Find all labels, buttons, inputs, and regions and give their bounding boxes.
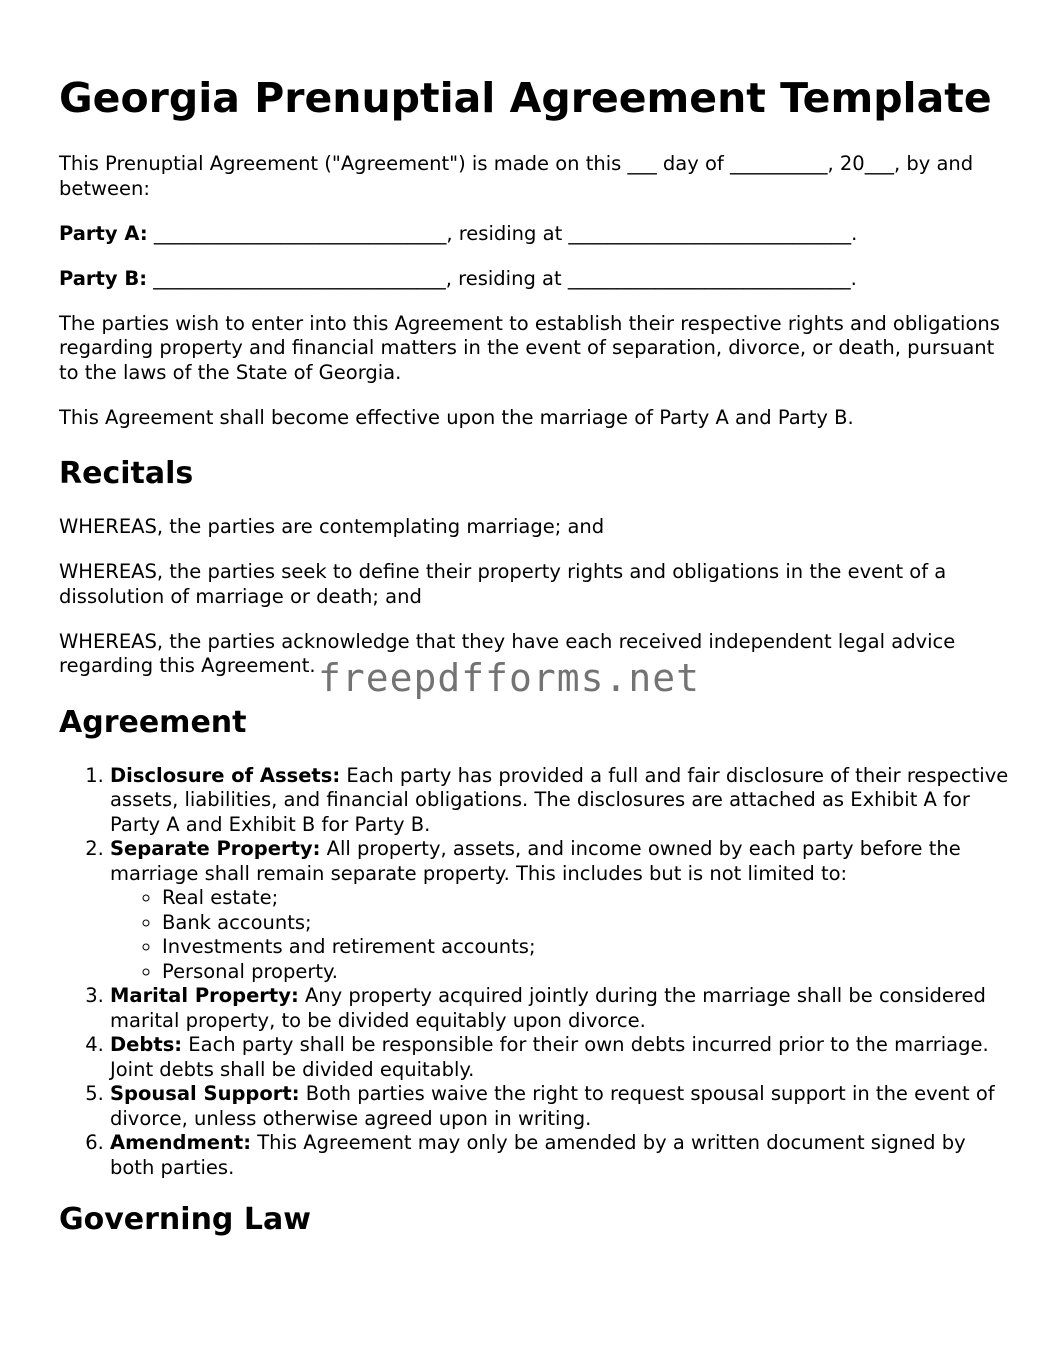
- agreement-item: [110, 1033, 1009, 1082]
- document-page: [59, 74, 1009, 1261]
- party-b-text: ______________________________, residing at _____________________________.: [147, 266, 857, 290]
- agreement-item-text: Each party shall be responsible for their own debts incurred prior to the marriage. Joint debts shall be divided equitably.: [110, 1033, 989, 1081]
- sublist-item: ◦ Investments and retirement accounts;: [162, 935, 1009, 960]
- purpose-paragraph: The parties wish to enter into this Agreement to establish their respective rights and obligations regarding property and financial matters in the event of separation, divorce, or death, pursuant to the laws of the State of Georgia.: [59, 311, 1000, 384]
- agreement-item: [110, 837, 1009, 984]
- agreement-item-text: Each party has provided a full and fair disclosure of their respective assets, liabilities, and financial obligations. The disclosures are attached as Exhibit A for Party A and Exhibit B for Party B.: [110, 763, 1009, 836]
- party-a-text: ______________________________, residing at _____________________________.: [147, 221, 858, 245]
- agreement-list: [59, 764, 1009, 1181]
- sublist-item: ◦ Personal property.: [162, 960, 1009, 985]
- agreement-item-label: Spousal Support:: [110, 1082, 300, 1105]
- governing-law-heading: Governing Law: [59, 1202, 311, 1237]
- separate-property-sublist: [110, 886, 1009, 984]
- party-b-label: Party B:: [59, 266, 148, 290]
- agreement-item-label: Debts:: [110, 1033, 183, 1056]
- agreement-item: [110, 984, 1009, 1033]
- agreement-item-text: Any property acquired jointly during the marriage shall be considered marital property, to be divided equitably upon divorce.: [110, 984, 986, 1032]
- party-a-line: [59, 222, 1009, 247]
- recital-item: WHEREAS, the parties acknowledge that they have each received independent legal advice regarding this Agreement.: [59, 629, 956, 677]
- agreement-item: [110, 764, 1009, 838]
- agreement-item-label: Separate Property:: [110, 837, 321, 860]
- agreement-item-text: This Agreement may only be amended by a written document signed by both parties.: [110, 1131, 966, 1179]
- watermark: freepdfforms.net: [318, 656, 701, 700]
- party-b-line: [59, 267, 1009, 292]
- agreement-item-label: Disclosure of Assets:: [110, 763, 341, 787]
- agreement-item-label: Marital Property:: [110, 984, 299, 1007]
- agreement-heading: Agreement: [59, 704, 247, 740]
- intro-paragraph: This Prenuptial Agreement ("Agreement") is made on this ___ day of __________, 20___, by and between:: [59, 152, 974, 200]
- agreement-item-text: Both parties waive the right to request spousal support in the event of divorce, unless otherwise agreed upon in writing.: [110, 1082, 995, 1130]
- agreement-item-label: Amendment:: [110, 1131, 252, 1154]
- recital-item: WHEREAS, the parties are contemplating marriage; and: [59, 515, 605, 538]
- sublist-item: ◦ Bank accounts;: [162, 911, 1009, 936]
- agreement-item-text: All property, assets, and income owned by each party before the marriage shall remain separate property. This includes but is not limited to:: [110, 837, 961, 885]
- page-title: Georgia Prenuptial Agreement Template: [59, 74, 992, 122]
- effective-paragraph: This Agreement shall become effective upon the marriage of Party A and Party B.: [59, 405, 854, 429]
- party-a-label: Party A:: [59, 221, 148, 245]
- agreement-item: [110, 1131, 1009, 1180]
- recitals-heading: Recitals: [59, 456, 194, 491]
- recital-item: WHEREAS, the parties seek to define their property rights and obligations in the event of a dissolution of marriage or death; and: [59, 560, 947, 608]
- agreement-item: [110, 1082, 1009, 1131]
- sublist-item: ◦ Real estate;: [162, 886, 1009, 911]
